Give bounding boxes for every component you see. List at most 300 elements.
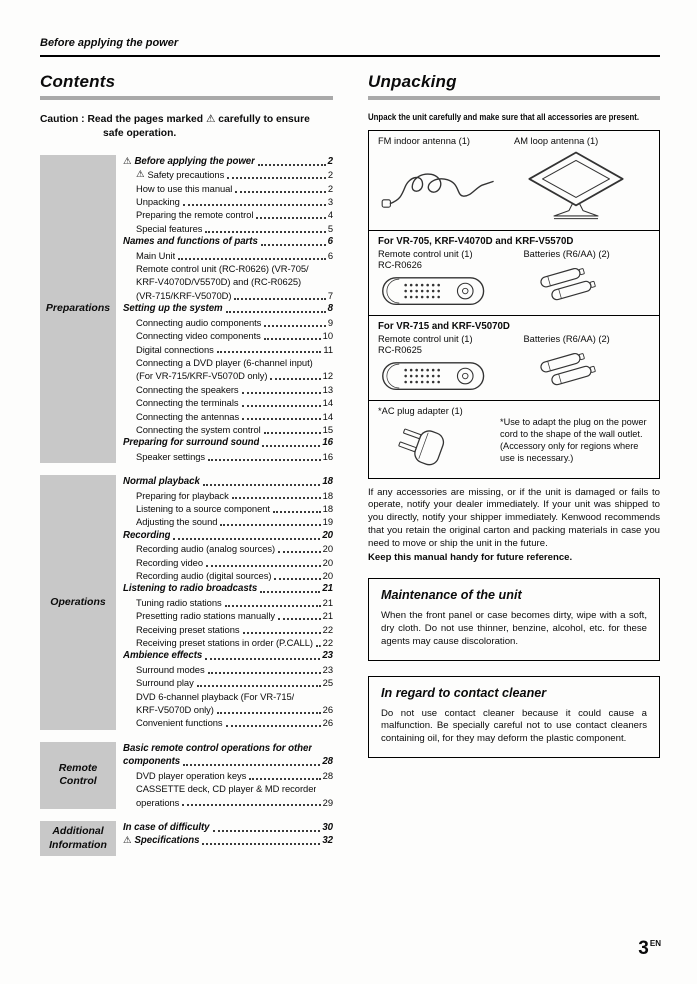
toc-leader-dots [264,423,321,434]
toc-line [136,383,333,396]
toc-entry-label: Normal playback [123,476,200,488]
toc-leader-dots [213,821,321,832]
toc-entry-label: Basic remote control operations for other [123,742,313,754]
toc-entry-label: Ambience effects [123,650,203,662]
toc-leader-dots [227,168,326,179]
toc-leader-dots [262,436,320,447]
contact-cleaner-title: In regard to contact cleaner [381,685,547,700]
toc-page-number: 14 [322,397,333,409]
toc-entry-label: Recording audio (analog sources) [136,543,276,555]
toc-line [136,450,333,463]
toc-leader-dots [226,302,326,313]
toc-leader-dots [208,450,321,461]
toc-page-number: 25 [322,677,333,689]
toc-entry-label: CASSETTE deck, CD player & MD recorder [136,783,317,795]
toc-entry-label: Safety precautions [147,169,225,181]
toc-sub-entry [123,423,333,436]
remote-model-label: RC-R0626 [378,260,422,271]
toc-section-label: Remote Control [40,742,116,809]
toc-entry-label: Special features [136,222,203,234]
vr715-title: For VR-715 and KRF-V5070D [378,320,510,332]
toc-sub-entry [123,168,333,181]
toc-line [136,356,333,369]
toc-leader-dots [278,609,321,620]
toc-line [136,208,333,221]
toc-leader-dots [249,769,320,780]
toc-entry-label: components [123,756,181,768]
toc-entry-label: Connecting the terminals [136,397,239,409]
toc-leader-dots [264,329,321,340]
toc-page-number: 18 [322,476,333,488]
toc-line [136,423,333,436]
toc-line [136,262,333,275]
fm-antenna-item [378,136,514,223]
toc-entry-label: Main Unit [136,249,176,261]
toc-line [136,343,333,356]
toc-sub-entry [123,663,333,676]
toc-sub-entry [123,623,333,636]
toc-sub-entry [123,208,333,221]
toc-leader-dots [208,663,321,674]
keep-manual-text: Keep this manual handy for future reference. [368,552,573,564]
maintenance-body: When the front panel or case becomes dirty, wipe with a soft, dry cloth. Do not use thinner, benzine, alcohol, etc. for these agents may cause discoloration. [381,610,647,647]
toc-entry-label: Preparing for playback [136,489,229,501]
toc-leader-dots [178,249,326,260]
toc-section [40,821,333,856]
toc-page-number: 13 [322,383,333,395]
toc-leader-dots [217,703,321,714]
toc-heading-entry [123,235,333,248]
contact-cleaner-box [368,676,660,758]
toc-leader-dots [225,596,321,607]
toc-leader-dots [182,796,320,807]
vr705-row [378,249,650,308]
toc-heading-entry [123,302,333,315]
toc-page-number: 10 [322,330,333,342]
toc-page-number: 20 [322,570,333,581]
batteries-illustration [529,347,609,389]
toc-line [123,649,333,662]
am-loop-antenna-illustration [514,149,638,223]
antennas-section [369,131,659,231]
toc-leader-dots [242,383,321,394]
toc-sub-entry [123,396,333,409]
toc-leader-dots [273,502,321,513]
toc-entry-label: Remote control unit (RC-R0626) (VR-705/ [136,263,309,275]
accessories-box [368,130,660,479]
toc-page-number: 22 [322,623,333,635]
ac-plug-illustration [386,421,462,471]
toc-leader-dots [203,475,321,486]
toc-page-number: 15 [322,423,333,435]
toc-page-number: 3 [327,196,333,208]
page-number-value: 3 [638,938,649,959]
toc-heading-entry [123,529,333,542]
toc-entry-label: Recording audio (digital sources) [136,570,272,581]
header-rule [40,55,660,57]
toc-sub-entry [123,636,333,649]
fm-antenna-label: FM indoor antenna (1) [378,136,470,146]
toc-line [136,796,333,809]
batteries-illustration [529,262,609,304]
toc-page-number: 5 [327,222,333,234]
toc-line [136,275,333,288]
toc-heading-entry [123,649,333,662]
toc-page-number: 32 [322,835,333,847]
toc-entry-label: Connecting the system control [136,423,261,435]
toc-entry-label: Connecting audio components [136,316,262,328]
toc-entry-label: Listening to a source component [136,502,270,514]
toc-line [136,502,333,515]
remote-model-label: RC-R0625 [378,345,422,356]
caution-text-suffix: carefully to ensure [218,114,310,125]
toc-entry-label: Connecting video components [136,330,261,342]
toc-line [123,302,333,315]
toc-page-number: 18 [322,502,333,514]
remote-unit-label: Remote control unit (1) [378,333,473,344]
toc-sub-entry [123,316,333,329]
toc-sections [40,155,333,856]
toc-sub-entry [123,329,333,342]
toc-line [136,596,333,609]
ac-adapter-note: *Use to adapt the plug on the power cord to the shape of the wall outlet. (Accessory only for regions where use is necessary.) [500,417,647,464]
toc-leader-dots [316,636,321,647]
toc-page-number: 16 [322,437,333,449]
toc-line [136,623,333,636]
toc-line [123,742,333,755]
toc-sub-entry [123,182,333,195]
toc-leader-dots [232,489,321,500]
toc-line [136,396,333,409]
toc-leader-dots [183,755,320,766]
toc-page-number: 12 [322,370,333,382]
toc-entry-label: Presetting radio stations manually [136,610,275,622]
toc-sub-entry [123,690,333,717]
toc-line [123,834,333,847]
contact-cleaner-body: Do not use contact cleaner because it could cause a malfunction. Be specially careful not to use contact cleaners containing oil, for they may deform the plastic component. [381,707,647,745]
toc-entry-label: Digital connections [136,343,214,355]
unpacking-column [368,72,660,758]
toc-sub-entry [123,556,333,569]
toc-page-number: 4 [327,209,333,221]
toc-entry-label: How to use this manual [136,182,233,194]
toc-section-label: Operations [40,475,116,730]
toc-line [136,249,333,262]
toc-leader-dots [235,182,325,193]
toc-page-number: 23 [322,663,333,675]
toc-line [136,329,333,342]
toc-leader-dots [256,208,325,219]
toc-page-number: 23 [322,650,333,662]
toc-page-number: 28 [322,769,333,781]
toc-line [136,542,333,555]
toc-entry-label: DVD 6-channel playback (For VR-715/ [136,690,295,702]
toc-sub-entry [123,609,333,622]
toc-entry-label: In case of difficulty [123,821,210,833]
fm-antenna-illustration [378,154,500,220]
toc-leader-dots [243,623,321,634]
toc-page-number: 21 [322,583,333,595]
toc-line [123,821,333,834]
toc-page-number: 14 [322,410,333,422]
toc-heading-entry [123,582,333,595]
ac-adapter-item [378,406,500,471]
toc-line [136,410,333,423]
toc-leader-dots [274,569,320,580]
toc-line [136,316,333,329]
toc-entry-label: KRF-V5070D only) [136,704,214,716]
toc-line [136,369,333,382]
toc-page-number: 20 [322,556,333,568]
toc-leader-dots [173,529,320,540]
warning-icon: ⚠ [136,169,145,181]
toc-entry-label: Connecting the speakers [136,383,239,395]
warning-icon: ⚠ [123,835,132,847]
toc-page-number: 6 [327,249,333,261]
toc-page-number: 20 [322,529,333,541]
toc-leader-dots [234,289,325,300]
toc-line [136,195,333,208]
toc-page-number: 7 [327,289,333,301]
toc-entry-label: Receiving preset stations [136,623,240,635]
toc-entry-list [116,821,333,856]
toc-entry-label: KRF-V4070D/V5570D) and (RC-R0625) [136,276,302,288]
toc-line [136,690,333,703]
toc-page-number: 18 [322,489,333,501]
toc-section-label: Preparations [40,155,116,463]
vr705-remote-item [378,249,523,308]
ac-adapter-section [369,401,659,478]
toc-page-number: 16 [322,450,333,462]
toc-page-number: 21 [322,610,333,622]
vr715-section [369,316,659,401]
toc-line [123,155,333,168]
toc-entry-label: Listening to radio broadcasts [123,583,258,595]
page-number-region: EN [649,939,661,948]
toc-line [136,515,333,528]
toc-page-number: 2 [327,182,333,194]
vr705-section [369,231,659,316]
toc-entry-label: (VR-715/KRF-V5070D) [136,289,232,301]
toc-leader-dots [206,556,321,567]
toc-entry-label: operations [136,796,180,808]
toc-leader-dots [226,716,321,727]
toc-heading-entry [123,475,333,488]
toc-line [136,663,333,676]
toc-leader-dots [183,195,326,206]
toc-sub-entry [123,569,333,582]
remote-control-illustration [378,360,492,393]
toc-page-number: 6 [327,236,333,248]
toc-entry-label: Setting up the system [123,303,223,315]
toc-entry-label: Recording [123,529,171,541]
contents-title-bar [40,96,333,100]
toc-leader-dots [258,155,326,166]
warning-icon: ⚠ [123,155,132,167]
toc-heading-entry [123,742,333,769]
toc-sub-entry [123,249,333,262]
toc-sub-entry [123,502,333,515]
toc-line [136,782,333,795]
toc-line [136,489,333,502]
toc-heading-entry [123,821,333,834]
toc-sub-entry [123,716,333,729]
toc-section [40,742,333,809]
toc-entry-label: Preparing for surround sound [123,437,260,449]
toc-section-label: Additional Information [40,821,116,856]
toc-entry-label: Before applying the power [134,155,255,167]
contents-column [40,72,333,868]
toc-page-number: 22 [322,637,333,649]
toc-entry-label: Tuning radio stations [136,596,222,608]
toc-entry-label: Specifications [134,835,200,847]
toc-page-number: 8 [327,303,333,315]
batteries-label: Batteries (R6/AA) (2) [523,333,610,344]
toc-sub-entry [123,542,333,555]
contents-title: Contents [40,72,116,91]
toc-sub-entry [123,262,333,302]
toc-line [136,289,333,302]
running-header: Before applying the power [40,37,179,49]
toc-line [136,222,333,235]
toc-page-number: 9 [327,316,333,328]
toc-line [136,636,333,649]
toc-line [136,716,333,729]
toc-page-number: 21 [322,596,333,608]
toc-leader-dots [242,396,321,407]
toc-line [123,475,333,488]
caution-note [40,112,333,142]
toc-page-number: 20 [322,543,333,555]
toc-line [136,182,333,195]
missing-accessories-text: If any accessories are missing, or if the unit is damaged or fails to operate, notify your dealer immediately. If your unit was shipped to you directly, notify your shipper immediately. Kenwood recommends that you retain the original carton and packing materials in case you need to move or ship the unit in the future. [368,486,660,549]
toc-entry-label: Convenient functions [136,717,223,729]
toc-entry-label: Surround play [136,677,194,689]
toc-leader-dots [197,676,321,687]
toc-leader-dots [242,410,321,421]
toc-line [123,582,333,595]
toc-page-number: 2 [327,169,333,181]
toc-line [136,769,333,782]
ac-adapter-label: *AC plug adapter (1) [378,406,463,417]
caution-line2: safe operation. [103,128,177,140]
caution-text-prefix: Caution : Read the pages marked [40,114,204,125]
unpacking-title-bar [368,96,660,100]
toc-sub-entry [123,356,333,383]
toc-leader-dots [220,515,320,526]
batteries-label: Batteries (R6/AA) (2) [523,248,610,259]
toc-sub-entry [123,782,333,809]
toc-line [123,755,333,768]
page-number [638,938,661,960]
toc-page-number: 30 [322,821,333,833]
toc-entry-label: Receiving preset stations in order (P.CALL) [136,637,313,649]
maintenance-box [368,578,660,660]
toc-sub-entry [123,343,333,356]
unpacking-intro: Unpack the unit carefully and make sure that all accessories are present. [368,112,640,122]
toc-page-number: 19 [322,516,333,528]
vr705-title: For VR-705, KRF-V4070D and KRF-V5570D [378,235,574,247]
toc-page-number: 26 [322,717,333,729]
toc-leader-dots [217,343,322,354]
toc-line [136,609,333,622]
toc-entry-label: Adjusting the sound [136,516,218,528]
toc-sub-entry [123,410,333,423]
toc-page-number: 11 [323,343,333,355]
toc-sub-entry [123,383,333,396]
vr705-batteries-item [523,249,650,308]
toc-heading-entry [123,834,333,847]
vr715-batteries-item [523,334,650,393]
toc-entry-list [116,155,333,463]
vr715-row [378,334,650,393]
toc-sub-entry [123,489,333,502]
toc-heading-entry [123,155,333,168]
toc-leader-dots [264,316,326,327]
toc-page-number: 28 [322,756,333,768]
toc-line [123,436,333,449]
toc-page-number: 29 [322,796,333,808]
toc-entry-label: Unpacking [136,196,180,208]
toc-entry-label: Connecting the antennas [136,410,240,422]
toc-line [123,235,333,248]
toc-entry-label: Preparing the remote control [136,209,254,221]
toc-sub-entry [123,450,333,463]
toc-entry-label: DVD player operation keys [136,769,247,781]
toc-entry-label: Recording video [136,556,203,568]
toc-line [136,168,333,181]
remote-unit-label: Remote control unit (1) [378,248,473,259]
toc-leader-dots [205,649,320,660]
toc-leader-dots [278,542,321,553]
toc-entry-label: Names and functions of parts [123,236,258,248]
toc-line [136,569,333,582]
am-antenna-label: AM loop antenna (1) [514,136,599,146]
toc-section [40,475,333,730]
unpacking-title: Unpacking [368,72,457,91]
toc-line [123,529,333,542]
toc-entry-list [116,742,333,809]
toc-page-number: 2 [327,155,333,167]
toc-entry-label: Speaker settings [136,450,206,462]
toc-sub-entry [123,222,333,235]
toc-entry-label: (For VR-715/KRF-V5070D only) [136,370,268,382]
toc-sub-entry [123,515,333,528]
toc-entry-list [116,475,333,730]
remote-control-illustration [378,275,492,308]
toc-heading-entry [123,436,333,449]
toc-sub-entry [123,769,333,782]
toc-page-number: 26 [322,704,333,716]
toc-sub-entry [123,195,333,208]
toc-leader-dots [261,235,326,246]
toc-leader-dots [270,369,320,380]
warning-icon: ⚠ [205,113,216,125]
maintenance-title: Maintenance of the unit [381,588,522,603]
toc-leader-dots [205,222,325,233]
toc-entry-label: Connecting a DVD player (6-channel input) [136,356,313,368]
caution-line1 [40,112,333,127]
toc-sub-entry [123,596,333,609]
toc-leader-dots [202,834,320,845]
am-antenna-item [514,136,650,223]
vr715-remote-item [378,334,523,393]
toc-line [136,676,333,689]
toc-sub-entry [123,676,333,689]
toc-line [136,556,333,569]
toc-section [40,155,333,463]
toc-entry-label: Surround modes [136,663,205,675]
